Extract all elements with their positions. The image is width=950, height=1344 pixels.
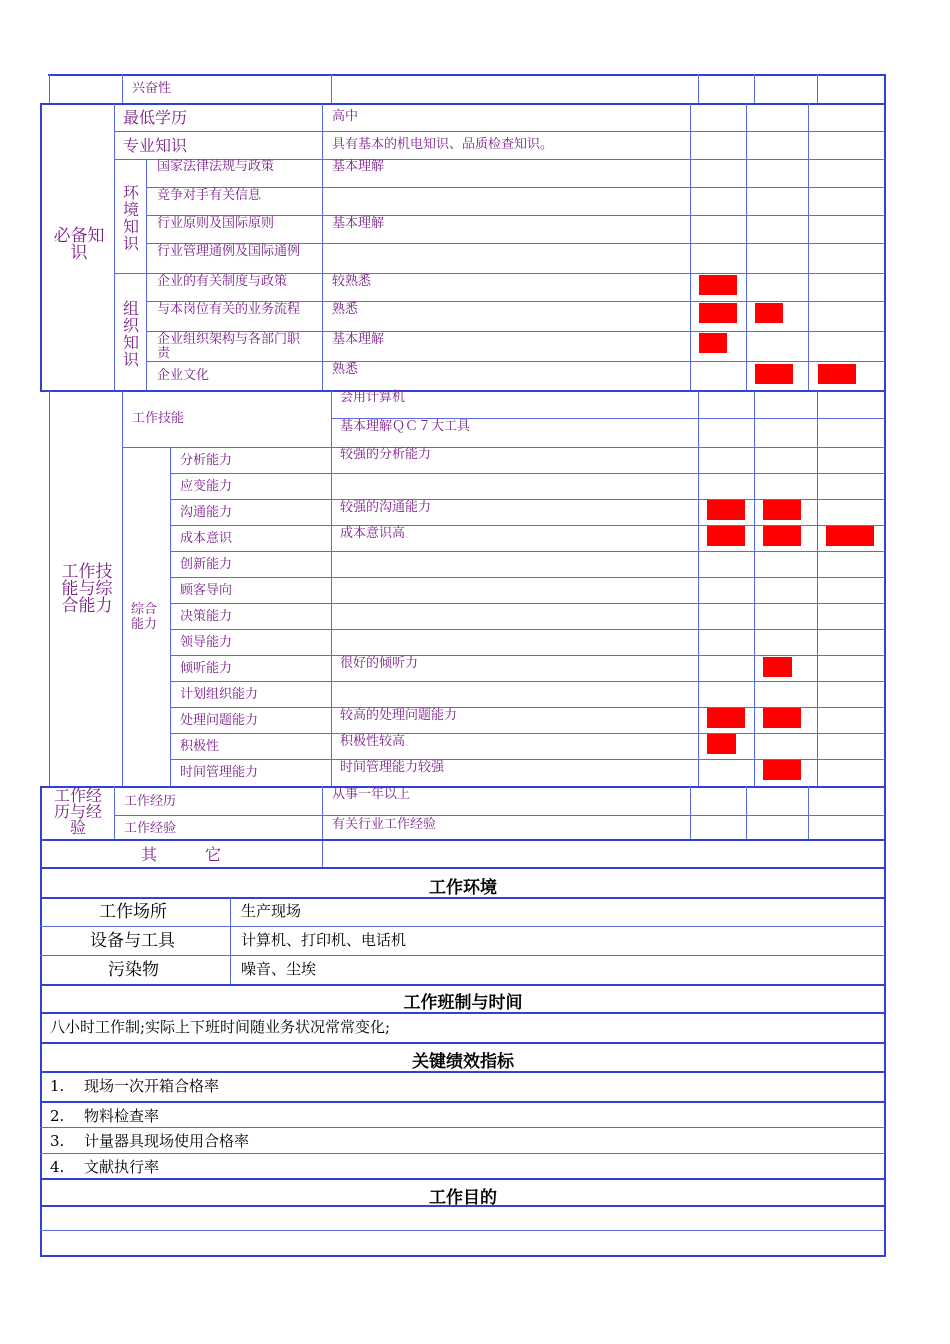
env-place-value: 生产现场 — [241, 902, 302, 920]
rating-marker — [699, 333, 727, 353]
ability-value: 较高的处理问题能力 — [340, 708, 458, 723]
schedule-text: 八小时工作制;实际上下班时间随业务状况常常变化; — [50, 1018, 391, 1036]
org-row-value: 较熟悉 — [332, 274, 372, 289]
ability-label: 创新能力 — [180, 557, 233, 572]
rating-marker — [755, 364, 793, 384]
experience-label: 工作经验 — [124, 821, 177, 836]
ability-value: 积极性较高 — [340, 734, 406, 749]
kpi-num: 3. — [50, 1132, 65, 1150]
ability-value: 很好的倾听力 — [340, 656, 419, 671]
ability-label: 成本意识 — [180, 531, 233, 546]
ability-label: 沟通能力 — [180, 505, 233, 520]
work-skill-value: 基本理解ＱＣ７大工具 — [340, 419, 471, 434]
rating-marker — [763, 526, 801, 546]
org-row-label: 与本岗位有关的业务流程 — [157, 302, 301, 317]
ability-value: 时间管理能力较强 — [340, 760, 445, 775]
org-knowledge-title: 组织知识 — [122, 299, 139, 369]
top-row-label: 兴奋性 — [132, 81, 172, 96]
rating-marker — [707, 500, 745, 520]
ability-label: 计划组织能力 — [180, 687, 259, 702]
ability-label: 倾听能力 — [180, 661, 233, 676]
kpi-text: 计量器具现场使用合格率 — [84, 1132, 250, 1150]
org-row-value: 熟悉 — [332, 302, 359, 317]
env-row-label: 行业管理通例及国际通例 — [157, 244, 301, 259]
rating-marker — [818, 364, 856, 384]
ability-label: 应变能力 — [180, 479, 233, 494]
schedule-heading: 工作班制与时间 — [403, 993, 523, 1013]
rating-marker — [763, 657, 792, 677]
ability-label: 分析能力 — [180, 453, 233, 468]
rating-marker — [755, 303, 783, 323]
rating-marker — [763, 500, 801, 520]
env-equipment-value: 计算机、打印机、电话机 — [241, 931, 407, 949]
pro-knowledge-value: 具有基本的机电知识、品质检查知识。 — [332, 137, 554, 152]
kpi-text: 物料检查率 — [84, 1107, 160, 1125]
ability-label: 决策能力 — [180, 609, 233, 624]
org-row-value: 熟悉 — [332, 362, 359, 377]
edu-value: 高中 — [332, 109, 359, 124]
ability-value: 成本意识高 — [340, 526, 406, 541]
environment-heading: 工作环境 — [429, 878, 497, 898]
rating-marker — [699, 275, 737, 295]
experience-label: 工作经历 — [124, 794, 177, 809]
ability-label: 处理问题能力 — [180, 713, 259, 728]
kpi-num: 2. — [50, 1107, 65, 1125]
ability-label: 领导能力 — [180, 635, 233, 650]
rating-marker — [707, 734, 736, 754]
rating-marker — [707, 708, 745, 728]
skills-group-label: 工作技能与综合能力 — [61, 562, 113, 616]
ability-label: 顾客导向 — [180, 583, 233, 598]
kpi-heading: 关键绩效指标 — [412, 1052, 514, 1072]
experience-value: 从事一年以上 — [332, 787, 411, 802]
experience-value: 有关行业工作经验 — [332, 817, 437, 832]
org-row-value: 基本理解 — [332, 332, 385, 347]
edu-label: 最低学历 — [123, 108, 188, 127]
experience-group-label: 工作经历与经验 — [53, 786, 102, 837]
other-label: 其 它 — [141, 845, 222, 864]
env-row-label: 国家法律法规与政策 — [157, 159, 275, 174]
org-row-label: 企业组织架构与各部门职责 — [157, 332, 301, 361]
ability-label: 积极性 — [180, 739, 220, 754]
env-place-label: 工作场所 — [99, 902, 167, 922]
knowledge-group-label: 必备知识 — [53, 226, 105, 263]
env-row-label: 竞争对手有关信息 — [157, 188, 262, 203]
rating-marker — [699, 303, 737, 323]
rating-marker — [826, 526, 874, 546]
env-knowledge-title: 环境知识 — [122, 183, 139, 253]
env-row-label: 行业原则及国际原则 — [157, 216, 275, 231]
env-row-value: 基本理解 — [332, 159, 385, 174]
ability-label: 时间管理能力 — [180, 765, 259, 780]
work-skill-value: 会用计算机 — [340, 390, 406, 405]
kpi-text: 文献执行率 — [84, 1158, 160, 1176]
composite-title: 综合能力 — [131, 602, 158, 632]
ability-value: 较强的分析能力 — [340, 447, 432, 462]
kpi-num: 1. — [50, 1077, 65, 1095]
rating-marker — [763, 760, 801, 780]
ability-value: 较强的沟通能力 — [340, 500, 432, 515]
org-row-label: 企业文化 — [157, 368, 210, 383]
env-equipment-label: 设备与工具 — [90, 931, 175, 951]
purpose-heading: 工作目的 — [429, 1188, 497, 1208]
kpi-text: 现场一次开箱合格率 — [84, 1077, 220, 1095]
env-row-value: 基本理解 — [332, 216, 385, 231]
env-pollutant-label: 污染物 — [108, 960, 159, 980]
env-pollutant-value: 噪音、尘埃 — [241, 960, 317, 978]
kpi-num: 4. — [50, 1158, 65, 1176]
work-skill-label: 工作技能 — [132, 411, 185, 426]
rating-marker — [763, 708, 801, 728]
rating-marker — [707, 526, 745, 546]
org-row-label: 企业的有关制度与政策 — [157, 274, 288, 289]
pro-knowledge-label: 专业知识 — [123, 136, 188, 155]
